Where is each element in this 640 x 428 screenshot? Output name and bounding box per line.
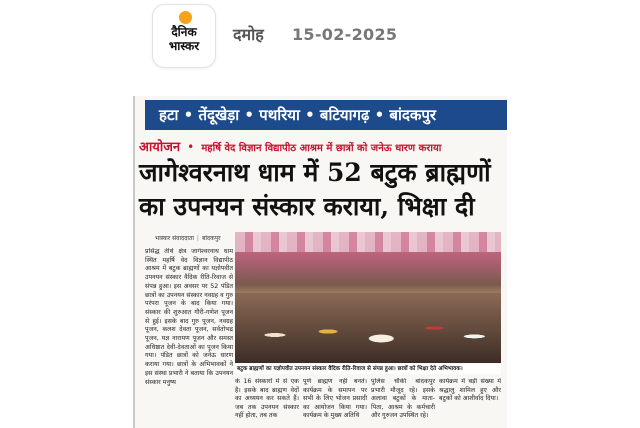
route-strip: हटा • तेंदूखेड़ा • पथरिया • बटियागढ़ • बांदकपुर [145,100,507,130]
photo-decor-band [235,232,501,252]
byline-place: बांदकपुर [201,235,221,242]
article-body-column: के 16 संस्कारों में से एक है। इसके बाद ब्राह्मण वेदों का अध्ययन कर सकते हैं। जब तक उपनयन संस्कार नहीं होता, तब तक [235,378,299,420]
article-headline: जागेश्वरनाथ धाम में 52 बटुक ब्राह्मणों का उपनयन संस्कार कराया, भिक्षा दी [139,158,491,221]
logo-line-1: दैनिक [171,25,197,39]
dainik-bhaskar-logo[interactable] [152,4,216,68]
byline [155,234,221,242]
kicker-text: महर्षि वेद विज्ञान विद्यापीठ आश्रम में छात्रों को जनेऊ धारण कराया [201,143,442,154]
photo-crowd [235,293,501,363]
bullet-icon: • [187,140,195,154]
sun-icon [179,11,192,24]
article-body-column: पुलिस चौकी बांदकपुर प्रभारी मौजूद रहे। इसके अलावा बटुकों के माता-पिता, आश्रम के कर्मचारी और गुरुजन उपस्थित रहे। [371,378,435,420]
byline-separator: | [196,235,199,242]
edition-city: दमोह [233,25,264,44]
article-body-left: प्रसिद्ध तीर्थ क्षेत्र जागेश्वरनाथ धाम स्थित महर्षि वेद विज्ञान विद्यापीठ आश्रम में बटुक ब्राह्मणों का यज्ञोपवीत उपनयन संस्कार वैदिक रीति-रिवाज से संपन्न हुआ। इस अवसर पर 52 पंडित छात्रों का उपनयन संस्कार नवग्रह व गुरु परंपरा पूजन के बाद किया गया। संस्कार की शुरुआत गौरी-गणेश पूजन से हुई। इसके बाद गुरु पूजन, नवग्रह पूजन, कलश देवता पूजन, सर्वतोभद्र पूजन, यज्ञ नारायण पूजन और समस्त अधिष्ठात देवी-देवताओं का पूजन किया गया। पंडित छात्रों को जनेऊ धारण कराया गया। छात्रों के अभिभावकों ने इस संस्था प्रभारी ने बताया कि उपनयन संस्कार मनुष्य [145,248,233,386]
photo-caption: बटुक ब्राह्मणों का यज्ञोपवीत उपनयन संस्कार वैदिक रीति-रिवाज से संपन्न हुआ। छात्रों को भिक्षा देते अभिभावक। [235,364,501,374]
kicker [139,136,441,154]
kicker-label: आयोजन [139,140,181,155]
edition-date: 15-02-2025 [292,25,398,44]
byline-author: भास्कर संवाददाता [155,235,194,242]
newspaper-clipping[interactable] [135,96,507,428]
article-photo[interactable] [235,232,501,363]
article-body-column: पूर्ण ब्राह्मण नहीं बनते। कार्यक्रम के समापन पर सभी के लिए भोजन प्रसादी का आयोजन किया गया। कार्यक्रम के मुख्य अतिथि [303,378,367,420]
logo-line-2: भास्कर [168,39,200,53]
article-body-column: कार्यक्रम में बड़ी संख्या में श्रद्धालु शामिल हुए और बटुकों को आशीर्वाद दिया। [439,378,501,403]
